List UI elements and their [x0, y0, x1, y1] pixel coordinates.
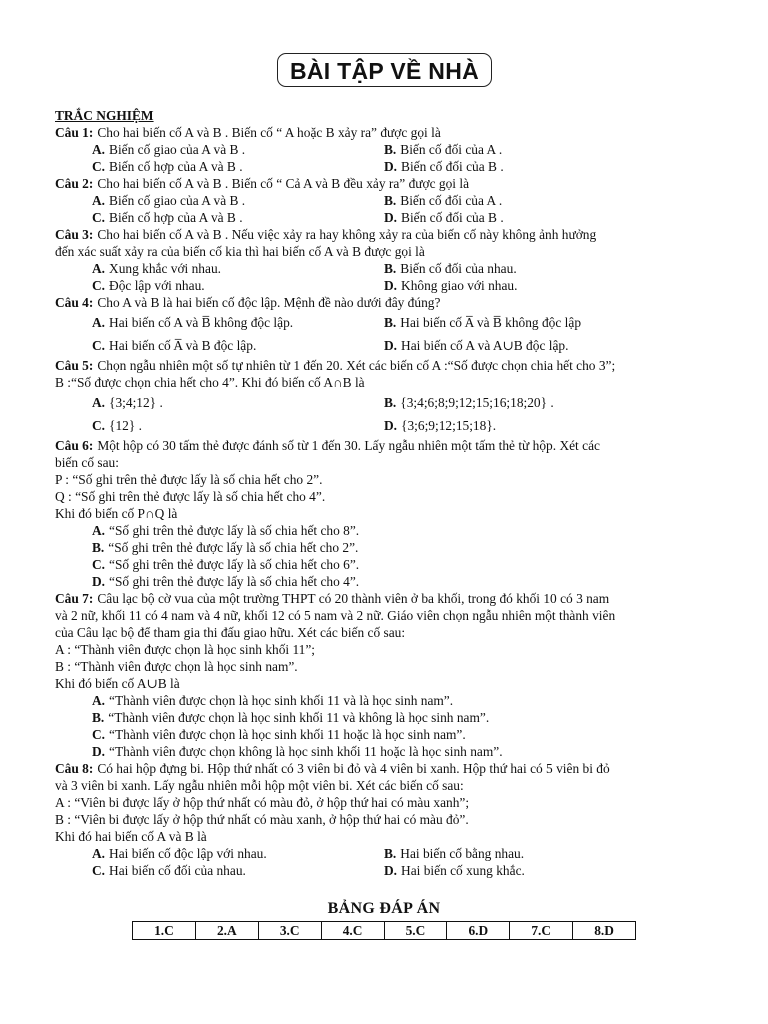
question-line — [55, 590, 720, 607]
question-text: Chọn ngẫu nhiên một số tự nhiên từ 1 đến 20. Xét các biến cố A :“Số được chọn chia hết cho 3”; — [97, 358, 616, 373]
answer-cell: 8.D — [573, 922, 636, 940]
option-text: Hai biến cố A và B̅ không độc lập. — [109, 315, 294, 330]
option-label: C. — [92, 863, 106, 878]
question-line — [55, 675, 720, 692]
answer-option — [55, 522, 720, 539]
answer-option — [92, 277, 384, 294]
answer-option — [384, 862, 525, 879]
option-row — [55, 209, 720, 226]
option-text: “Số ghi trên thẻ được lấy là số chia hết cho 8”. — [109, 523, 360, 538]
question-line — [55, 777, 720, 794]
option-label: C. — [92, 557, 106, 572]
option-text: Biến cố đối của nhau. — [400, 261, 517, 276]
question-text: Cho hai biến cố A và B . Biến cố “ A hoặc B xảy ra” được gọi là — [97, 125, 441, 140]
question-line — [55, 794, 720, 811]
answer-option — [55, 726, 720, 743]
answer-cell: 2.A — [195, 922, 258, 940]
option-label: B. — [92, 710, 105, 725]
option-label: D. — [92, 744, 106, 759]
answer-cell: 3.C — [258, 922, 321, 940]
answer-table-title: BẢNG ĐÁP ÁN — [327, 900, 441, 917]
option-label: A. — [92, 395, 106, 410]
option-label: A. — [92, 523, 106, 538]
question-text: Cho hai biến cố A và B . Nếu việc xảy ra hay không xảy ra của biến cố này không ảnh hưởng — [97, 227, 597, 242]
option-row — [55, 192, 720, 209]
question-line — [55, 505, 720, 522]
question-text: biến cố sau: — [55, 455, 119, 470]
question-text: và 3 viên bi xanh. Lấy ngẫu nhiên mỗi hộp một viên bi. Xét các biến cố sau: — [55, 778, 464, 793]
option-label: B. — [384, 261, 397, 276]
question-line — [55, 175, 720, 192]
option-text: Biến cố hợp của A và B . — [109, 210, 243, 225]
question-line — [55, 374, 720, 391]
question-text: của Câu lạc bộ để tham gia thi đấu giao hữu. Xét các biến cố sau: — [55, 625, 406, 640]
answer-option — [92, 141, 384, 158]
option-label: C. — [92, 727, 106, 742]
option-label: B. — [384, 846, 397, 861]
option-text: Hai biến cố xung khắc. — [401, 863, 525, 878]
answer-cell: 1.C — [133, 922, 196, 940]
option-label: A. — [92, 193, 106, 208]
option-text: Hai biến cố bằng nhau. — [400, 846, 525, 861]
question-text: Khi đó biến cố A∪B là — [55, 676, 180, 691]
option-label: C. — [92, 418, 106, 433]
option-text: “Số ghi trên thẻ được lấy là số chia hết cho 2”. — [108, 540, 359, 555]
option-label: B. — [384, 395, 397, 410]
option-label: D. — [384, 338, 398, 353]
answer-option — [384, 260, 517, 277]
answer-cell: 5.C — [384, 922, 447, 940]
answer-option — [92, 391, 384, 414]
answer-option — [384, 277, 517, 294]
question-text: Q : “Số ghi trên thẻ được lấy là số chia hết cho 4”. — [55, 489, 326, 504]
option-text: Biến cố giao của A và B . — [109, 193, 246, 208]
answer-option — [92, 260, 384, 277]
answer-option — [92, 862, 384, 879]
answer-option — [92, 311, 384, 334]
answer-option — [384, 311, 581, 334]
option-text: Không giao với nhau. — [401, 278, 518, 293]
option-text: Hai biến cố A̅ và B độc lập. — [109, 338, 257, 353]
option-row — [55, 391, 720, 414]
question-text: B : “Viên bi được lấy ở hộp thứ nhất có màu xanh, ở hộp thứ hai có màu đỏ”. — [55, 812, 469, 827]
page-title: BÀI TẬP VỀ NHÀ — [289, 57, 480, 84]
option-text: {3;4;6;8;9;12;15;16;18;20} . — [400, 395, 554, 410]
question-line — [55, 828, 720, 845]
option-label: D. — [384, 418, 398, 433]
option-label: D. — [384, 159, 398, 174]
option-label: C. — [92, 210, 106, 225]
question-line — [55, 124, 720, 141]
question-line — [55, 471, 720, 488]
answer-option — [384, 158, 504, 175]
answer-option — [384, 192, 502, 209]
question-text: Có hai hộp đựng bi. Hộp thứ nhất có 3 viên bi đỏ và 4 viên bi xanh. Hộp thứ hai có 5 viên bi đỏ — [97, 761, 610, 776]
question-text: P : “Số ghi trên thẻ được lấy là số chia hết cho 2”. — [55, 472, 323, 487]
question-label: Câu 2: — [55, 176, 94, 191]
answer-cell: 6.D — [447, 922, 510, 940]
answer-option — [55, 709, 720, 726]
question-text: Khi đó hai biến cố A và B là — [55, 829, 207, 844]
option-text: Biến cố giao của A và B . — [109, 142, 246, 157]
option-text: Biến cố đối của B . — [401, 210, 504, 225]
answer-option — [55, 556, 720, 573]
option-row — [55, 334, 720, 357]
option-label: D. — [384, 210, 398, 225]
option-text: Hai biến cố độc lập với nhau. — [109, 846, 267, 861]
option-label: B. — [384, 142, 397, 157]
option-row — [55, 158, 720, 175]
answer-option — [384, 209, 504, 226]
question-text: A : “Thành viên được chọn là học sinh khối 11”; — [55, 642, 316, 657]
answer-option — [55, 743, 720, 760]
option-text: “Thành viên được chọn không là học sinh khối 11 hoặc là học sinh nam”. — [109, 744, 503, 759]
option-label: C. — [92, 278, 106, 293]
question-text: Một hộp có 30 tấm thẻ được đánh số từ 1 đến 30. Lấy ngẫu nhiên một tấm thẻ từ hộp. Xét các — [97, 438, 600, 453]
question-text: B : “Thành viên được chọn là học sinh nam”. — [55, 659, 298, 674]
answer-cell: 4.C — [321, 922, 384, 940]
option-text: “Số ghi trên thẻ được lấy là số chia hết cho 6”. — [109, 557, 360, 572]
answer-option — [92, 209, 384, 226]
question-label: Câu 6: — [55, 438, 94, 453]
option-text: Biến cố đối của B . — [401, 159, 504, 174]
question-line — [55, 760, 720, 777]
question-line — [55, 488, 720, 505]
option-row — [55, 260, 720, 277]
answer-option — [384, 391, 554, 414]
question-line — [55, 658, 720, 675]
option-label: C. — [92, 338, 106, 353]
answer-option — [384, 334, 568, 357]
section-heading: TRẮC NGHIỆM — [55, 108, 154, 123]
option-label: B. — [92, 540, 105, 555]
question-label: Câu 4: — [55, 295, 94, 310]
answer-option — [384, 845, 524, 862]
option-row — [55, 414, 720, 437]
option-text: Biến cố hợp của A và B . — [109, 159, 243, 174]
option-text: Độc lập với nhau. — [109, 278, 205, 293]
option-label: A. — [92, 315, 106, 330]
option-row — [55, 862, 720, 879]
option-row — [55, 845, 720, 862]
option-text: Hai biến cố A̅ và B̅ không độc lập — [400, 315, 582, 330]
question-label: Câu 3: — [55, 227, 94, 242]
question-text: A : “Viên bi được lấy ở hộp thứ nhất có màu đỏ, ở hộp thứ hai có màu xanh”; — [55, 795, 470, 810]
question-line — [55, 641, 720, 658]
option-label: A. — [92, 261, 106, 276]
option-text: Biến cố đối của A . — [400, 193, 503, 208]
answer-option — [92, 192, 384, 209]
option-row — [55, 277, 720, 294]
question-line — [55, 454, 720, 471]
answer-option — [92, 414, 384, 437]
question-text: đến xác suất xảy ra của biến cố kia thì hai biến cố A và B được gọi là — [55, 244, 425, 259]
option-text: {12} . — [109, 418, 142, 433]
question-label: Câu 5: — [55, 358, 94, 373]
option-label: A. — [92, 142, 106, 157]
option-row — [55, 311, 720, 334]
option-text: Biến cố đối của A . — [400, 142, 503, 157]
option-label: C. — [92, 159, 106, 174]
option-label: A. — [92, 846, 106, 861]
option-label: D. — [92, 574, 106, 589]
option-label: D. — [384, 863, 398, 878]
option-text: “Thành viên được chọn là học sinh khối 11 và không là học sinh nam”. — [108, 710, 490, 725]
question-label: Câu 7: — [55, 591, 94, 606]
answer-option — [384, 141, 502, 158]
option-text: {3;4;12} . — [109, 395, 163, 410]
question-line — [55, 624, 720, 641]
question-label: Câu 1: — [55, 125, 94, 140]
answer-option — [55, 692, 720, 709]
question-text: B :“Số được chọn chia hết cho 4”. Khi đó biến cố A∩B là — [55, 375, 365, 390]
answer-option — [384, 414, 496, 437]
option-label: B. — [384, 315, 397, 330]
answer-option — [92, 158, 384, 175]
question-text: Câu lạc bộ cờ vua của một trường THPT có 20 thành viên ở ba khối, trong đó khối 10 có 3 nam — [97, 591, 610, 606]
answer-option — [55, 539, 720, 556]
question-line — [55, 226, 720, 243]
option-text: {3;6;9;12;15;18}. — [401, 418, 497, 433]
option-text: Hai biến cố đối của nhau. — [109, 863, 246, 878]
question-line — [55, 811, 720, 828]
option-text: “Thành viên được chọn là học sinh khối 11 hoặc là học sinh nam”. — [109, 727, 466, 742]
answer-cell: 7.C — [510, 922, 573, 940]
option-label: D. — [384, 278, 398, 293]
question-line — [55, 243, 720, 260]
question-text: Cho hai biến cố A và B . Biến cố “ Cả A và B đều xảy ra” được gọi là — [97, 176, 470, 191]
question-line — [55, 437, 720, 454]
option-label: B. — [384, 193, 397, 208]
title-box — [277, 53, 492, 87]
question-label: Câu 8: — [55, 761, 94, 776]
answer-table — [132, 921, 636, 940]
option-label: A. — [92, 693, 106, 708]
option-text: “Thành viên được chọn là học sinh khối 11 và là học sinh nam”. — [109, 693, 454, 708]
answer-option — [55, 573, 720, 590]
question-text: và 2 nữ, khối 11 có 4 nam và 4 nữ, khối 12 có 5 nam và 2 nữ. Giáo viên chọn ngẫu nhiên một thành viên — [55, 608, 616, 623]
option-text: Xung khắc với nhau. — [109, 261, 221, 276]
question-line — [55, 294, 720, 311]
option-text: Hai biến cố A và A∪B độc lập. — [401, 338, 569, 353]
question-text: Cho A và B là hai biến cố độc lập. Mệnh đề nào dưới đây đúng? — [97, 295, 441, 310]
answer-row — [133, 922, 636, 940]
question-list — [55, 107, 720, 879]
option-row — [55, 141, 720, 158]
question-text: Khi đó biến cố P∩Q là — [55, 506, 178, 521]
answer-option — [92, 845, 384, 862]
answer-option — [92, 334, 384, 357]
question-line — [55, 357, 720, 374]
question-line — [55, 607, 720, 624]
option-text: “Số ghi trên thẻ được lấy là số chia hết cho 4”. — [109, 574, 360, 589]
